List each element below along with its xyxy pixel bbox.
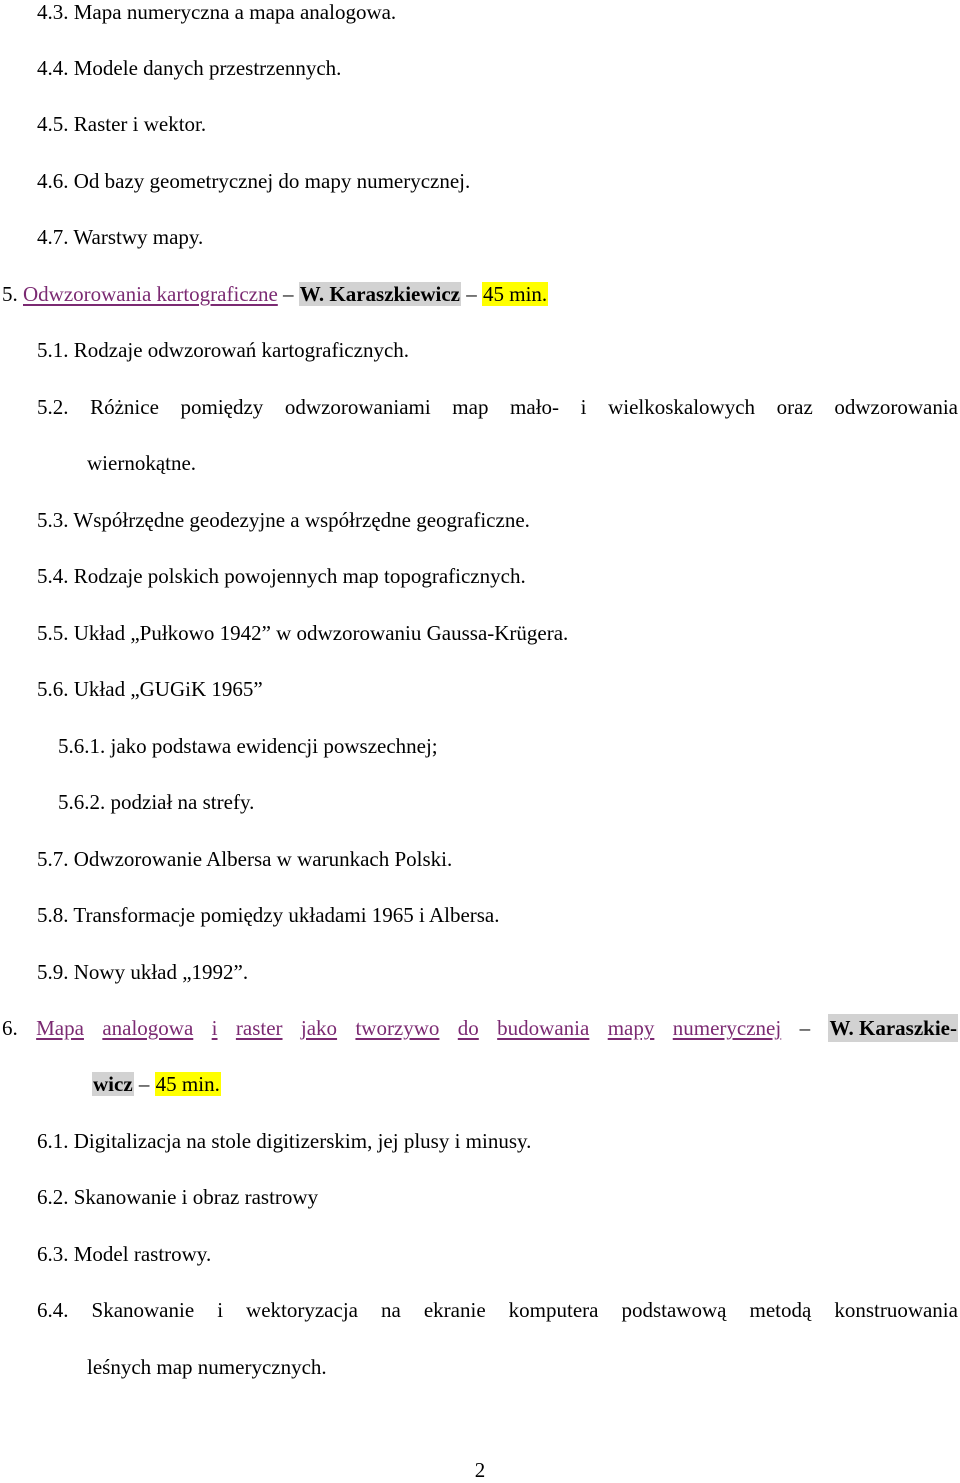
item-number: 5.3. <box>37 508 69 532</box>
item-text: Modele danych przestrzennych. <box>73 56 342 80</box>
item-text: Mapa numeryczna a mapa analogowa. <box>73 0 397 24</box>
item-word: Różnice <box>90 395 159 419</box>
toc-item-5-4 <box>37 562 526 590</box>
toc-item-4-5 <box>37 110 206 138</box>
toc-item-5-8 <box>37 901 500 929</box>
toc-item-6-3 <box>37 1240 211 1268</box>
item-text: Raster i wektor. <box>73 112 207 136</box>
item-text: Model rastrowy. <box>73 1242 212 1266</box>
item-word: pomiędzy <box>180 395 264 419</box>
dash: – <box>799 1016 811 1040</box>
section-6-heading-continuation <box>92 1070 221 1098</box>
dash: – <box>466 282 477 306</box>
toc-item-4-3 <box>37 0 396 26</box>
item-word: i <box>580 395 587 419</box>
section-5-title-link[interactable]: Odwzorowania kartograficzne <box>23 282 278 306</box>
item-number: 5.6.1. <box>58 734 106 758</box>
toc-item-5-7 <box>37 845 452 873</box>
author-name: W. Karaszkiewicz <box>299 282 460 306</box>
toc-item-5-6 <box>37 675 263 703</box>
item-text: Transformacje pomiędzy układami 1965 i Albersa. <box>73 903 500 927</box>
section-6-title-word[interactable]: mapy <box>607 1016 655 1040</box>
toc-item-5-9 <box>37 958 248 986</box>
toc-item-4-7 <box>37 223 203 251</box>
item-text: Rodzaje odwzorowań kartograficznych. <box>73 338 410 362</box>
toc-item-5-2 <box>37 393 958 421</box>
item-text: leśnych map numerycznych. <box>87 1355 327 1379</box>
author-name: W. Karaszkie- <box>829 1016 957 1040</box>
item-word: wektoryzacja <box>246 1298 358 1322</box>
section-6-title-word[interactable]: numerycznej <box>672 1016 782 1040</box>
toc-item-5-5 <box>37 619 568 647</box>
item-number: 4.7. <box>37 225 69 249</box>
item-text: Digitalizacja na stole digitizerskim, jej plusy i minusy. <box>73 1129 532 1153</box>
section-6-title-word[interactable]: tworzywo <box>355 1016 440 1040</box>
section-number: 5. <box>2 282 18 306</box>
item-number: 6.1. <box>37 1129 69 1153</box>
item-number: 6.3. <box>37 1242 69 1266</box>
toc-item-6-4 <box>37 1296 958 1324</box>
item-number: 6.2. <box>37 1185 69 1209</box>
toc-item-5-1 <box>37 336 409 364</box>
toc-item-5-2-continuation <box>87 449 196 477</box>
toc-item-6-1 <box>37 1127 531 1155</box>
section-6-title-word[interactable]: raster <box>235 1016 283 1040</box>
toc-item-4-4 <box>37 54 341 82</box>
item-text: wiernokątne. <box>87 451 197 475</box>
section-6-title-word[interactable]: budowania <box>497 1016 590 1040</box>
item-word: na <box>381 1298 401 1322</box>
item-number: 5.6.2. <box>58 790 106 814</box>
section-6-title-word[interactable]: i <box>211 1016 218 1040</box>
item-number: 4.5. <box>37 112 69 136</box>
toc-item-5-3 <box>37 506 530 534</box>
item-number: 5.5. <box>37 621 69 645</box>
item-text: Układ „GUGiK 1965” <box>73 677 263 701</box>
item-word: i <box>217 1298 224 1322</box>
item-text: Warstwy mapy. <box>73 225 204 249</box>
page-number: 2 <box>474 1458 486 1482</box>
item-word: ekranie <box>423 1298 486 1322</box>
item-text: Układ „Pułkowo 1942” w odwzorowaniu Gaussa-Krügera. <box>73 621 569 645</box>
toc-item-5-6-2 <box>58 788 254 816</box>
item-text: jako podstawa ewidencji powszechnej; <box>110 734 438 758</box>
section-6-title-word[interactable]: Mapa <box>36 1016 84 1040</box>
item-word: komputera <box>508 1298 599 1322</box>
item-text: Od bazy geometrycznej do mapy numerycznej. <box>73 169 471 193</box>
duration-badge: 45 min. <box>155 1072 220 1096</box>
item-word: map <box>452 395 489 419</box>
duration-badge: 45 min. <box>483 282 548 306</box>
dash: – <box>138 1072 150 1096</box>
item-word: mało- <box>510 395 560 419</box>
toc-item-5-6-1 <box>58 732 438 760</box>
item-number: 4.3. <box>37 0 69 24</box>
section-number: 6. <box>2 1016 18 1040</box>
section-5-heading <box>2 280 548 308</box>
item-text: Rodzaje polskich powojennych map topograficznych. <box>73 564 526 588</box>
item-number: 5.8. <box>37 903 69 927</box>
toc-item-6-2 <box>37 1183 318 1211</box>
item-word: metodą <box>749 1298 812 1322</box>
item-number: 6.4. <box>37 1298 69 1322</box>
item-number: 5.1. <box>37 338 69 362</box>
item-number: 5.4. <box>37 564 69 588</box>
section-6-title-word[interactable]: analogowa <box>102 1016 194 1040</box>
section-6-heading <box>2 1014 958 1042</box>
item-word: odwzorowania <box>834 395 958 419</box>
dash: – <box>283 282 294 306</box>
item-text: Współrzędne geodezyjne a współrzędne geograficzne. <box>73 508 530 532</box>
author-name: wicz <box>93 1072 133 1096</box>
toc-item-6-4-continuation <box>87 1353 327 1381</box>
item-word: podstawową <box>621 1298 727 1322</box>
item-text: Skanowanie i obraz rastrowy <box>73 1185 319 1209</box>
item-number: 5.7. <box>37 847 69 871</box>
section-6-title-word[interactable]: jako <box>300 1016 338 1040</box>
item-text: Nowy układ „1992”. <box>73 960 249 984</box>
item-number: 5.2. <box>37 395 69 419</box>
item-number: 5.6. <box>37 677 69 701</box>
item-word: oraz <box>776 395 813 419</box>
item-word: Skanowanie <box>91 1298 195 1322</box>
toc-item-4-6 <box>37 167 470 195</box>
item-text: podział na strefy. <box>110 790 255 814</box>
item-word: konstruowania <box>834 1298 958 1322</box>
item-word: odwzorowaniami <box>284 395 431 419</box>
item-number: 4.6. <box>37 169 69 193</box>
item-word: wielkoskalowych <box>608 395 756 419</box>
item-number: 5.9. <box>37 960 69 984</box>
item-text: Odwzorowanie Albersa w warunkach Polski. <box>73 847 453 871</box>
item-number: 4.4. <box>37 56 69 80</box>
section-6-title-word[interactable]: do <box>457 1016 479 1040</box>
